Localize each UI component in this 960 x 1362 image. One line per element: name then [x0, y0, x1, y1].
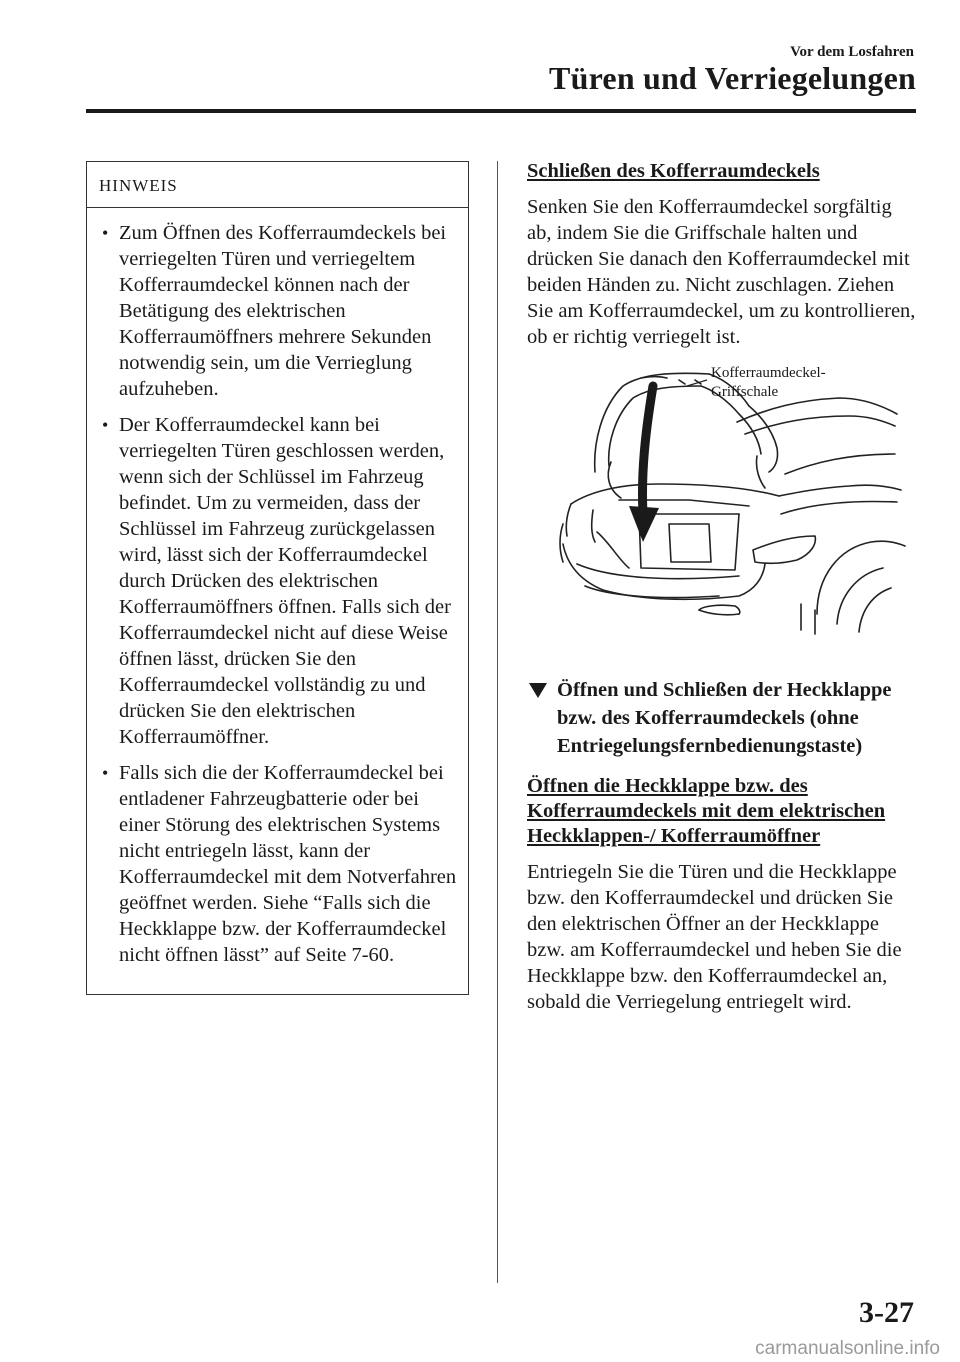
note-item: • Zum Öffnen des Kofferraumdeckels bei verriegelten Türen und verriegeltem Kofferraumdeckel können nach der Betätigung des elektrischen Kofferraumöffners mehrere Sekunden notwendig sein, um die Verrieglung aufzuheben. — [99, 220, 460, 402]
note-heading: HINWEIS — [87, 162, 468, 208]
section-heading-text: Öffnen und Schließen der Heckklappe bzw. des Kofferraumdeckels (ohne Entriegelungsfernbedienungstaste) — [557, 679, 892, 757]
trunk-diagram — [549, 364, 909, 654]
opening-text: Entriegeln Sie die Türen und die Heckklappe bzw. den Kofferraumdeckel und drücken Sie den elektrischen Öffner an der Heckklappe bzw. am Kofferraumdeckel und heben Sie die Heckklappe bzw. den Kofferraumdeckel an, sobald die Verriegelung entriegelt wird. — [527, 861, 902, 1013]
header-rule — [86, 109, 916, 113]
watermark: carmanualsonline.info — [755, 1338, 940, 1359]
figure-label — [711, 364, 826, 402]
triangle-marker-icon — [529, 683, 547, 698]
note-item: • Der Kofferraumdeckel kann bei verriegelten Türen geschlossen werden, wenn sich der Schlüssel im Fahrzeug befindet. Um zu vermeiden, dass der Schlüssel im Fahrzeug zurückgelassen wird, lässt sich der Kofferraumdeckel durch Drücken des elektrischen Kofferraumöffners öffnen. Falls sich der Kofferraumdeckel nicht auf diese Weise öffnen lässt, drücken Sie den Kofferraumdeckel vollständig zu und drücken Sie den elektrischen Kofferraumöffner. — [99, 412, 460, 750]
figure-label-line2: Griffschale — [711, 384, 779, 400]
closing-heading: Schließen des Kofferraumdeckels — [527, 160, 820, 182]
figure-label-line1: Kofferraumdeckel- — [711, 365, 826, 381]
section-heading — [527, 676, 917, 760]
header-section-label: Vor dem Losfahren — [790, 44, 914, 60]
arrow-down-icon — [629, 506, 659, 542]
opening-subheading: Öffnen die Heckklappe bzw. des Kofferraumdeckels mit dem elektrischen Heckklappen-/ Kofferraumöffner — [527, 775, 886, 847]
page-number: 3-27 — [859, 1296, 914, 1329]
closing-text: Senken Sie den Kofferraumdeckel sorgfältig ab, indem Sie die Griffschale halten und drücken Sie danach den Kofferraumdeckel mit beiden Händen zu. Nicht zuschlagen. Ziehen Sie am Kofferraumdeckel, um zu kontrollieren, ob er richtig verriegelt ist. — [527, 196, 916, 348]
page-title: Türen und Verriegelungen — [549, 60, 916, 96]
right-column — [527, 159, 917, 1015]
column-divider — [497, 161, 498, 1283]
note-list — [87, 208, 468, 968]
note-box — [86, 161, 469, 995]
note-item: • Falls sich die der Kofferraumdeckel bei entladener Fahrzeugbatterie oder bei einer Störung des elektrischen Systems nicht entriegeln lässt, kann der Kofferraumdeckel mit dem Notverfahren geöffnet werden. Siehe “Falls sich die Heckklappe bzw. der Kofferraumdeckel nicht öffnen lässt” auf Seite 7-60. — [99, 760, 460, 968]
trunk-illustration — [549, 364, 909, 654]
